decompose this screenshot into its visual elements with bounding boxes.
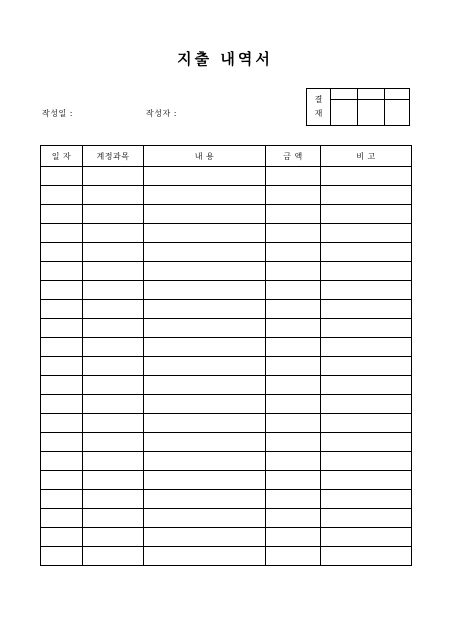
cell-account[interactable] [83, 205, 144, 224]
cell-account[interactable] [83, 319, 144, 338]
cell-amount[interactable] [266, 319, 321, 338]
cell-description[interactable] [144, 186, 266, 205]
cell-remarks[interactable] [321, 319, 412, 338]
cell-amount[interactable] [266, 205, 321, 224]
cell-account[interactable] [83, 528, 144, 547]
approval-label [307, 89, 331, 125]
cell-description[interactable] [144, 395, 266, 414]
table-row [41, 281, 412, 300]
cell-account[interactable] [83, 376, 144, 395]
table-row [41, 186, 412, 205]
cell-account[interactable] [83, 547, 144, 566]
cell-account[interactable] [83, 338, 144, 357]
cell-date[interactable] [41, 471, 83, 490]
cell-account[interactable] [83, 509, 144, 528]
cell-amount[interactable] [266, 471, 321, 490]
approval-label-line2: 재 [314, 109, 323, 118]
cell-description[interactable] [144, 433, 266, 452]
cell-date[interactable] [41, 186, 83, 205]
cell-amount[interactable] [266, 243, 321, 262]
cell-amount[interactable] [266, 509, 321, 528]
cell-account[interactable] [83, 300, 144, 319]
cell-description[interactable] [144, 547, 266, 566]
approval-signature-cell-1[interactable] [331, 100, 357, 125]
cell-description[interactable] [144, 205, 266, 224]
cell-date[interactable] [41, 224, 83, 243]
cell-date[interactable] [41, 262, 83, 281]
cell-remarks[interactable] [321, 414, 412, 433]
cell-description[interactable] [144, 281, 266, 300]
cell-description[interactable] [144, 243, 266, 262]
cell-remarks[interactable] [321, 490, 412, 509]
cell-date[interactable] [41, 395, 83, 414]
expense-table [40, 145, 412, 566]
cell-description[interactable] [144, 300, 266, 319]
table-row [41, 490, 412, 509]
cell-remarks[interactable] [321, 433, 412, 452]
cell-remarks[interactable] [321, 547, 412, 566]
cell-remarks[interactable] [321, 262, 412, 281]
approval-signature-cell-2[interactable] [358, 100, 384, 125]
cell-account[interactable] [83, 262, 144, 281]
cell-amount[interactable] [266, 395, 321, 414]
table-row [41, 433, 412, 452]
cell-description[interactable] [144, 224, 266, 243]
cell-amount[interactable] [266, 186, 321, 205]
cell-date[interactable] [41, 376, 83, 395]
cell-description[interactable] [144, 452, 266, 471]
cell-date[interactable] [41, 300, 83, 319]
cell-amount[interactable] [266, 547, 321, 566]
cell-account[interactable] [83, 357, 144, 376]
cell-description[interactable] [144, 167, 266, 186]
cell-description[interactable] [144, 338, 266, 357]
cell-amount[interactable] [266, 167, 321, 186]
cell-amount[interactable] [266, 224, 321, 243]
cell-account[interactable] [83, 281, 144, 300]
cell-amount[interactable] [266, 338, 321, 357]
cell-account[interactable] [83, 471, 144, 490]
table-row [41, 376, 412, 395]
cell-remarks[interactable] [321, 205, 412, 224]
cell-description[interactable] [144, 528, 266, 547]
table-row [41, 243, 412, 262]
cell-date[interactable] [41, 452, 83, 471]
table-row [41, 167, 412, 186]
author-label: 작성자 : [146, 109, 177, 118]
cell-account[interactable] [83, 395, 144, 414]
table-row [41, 414, 412, 433]
table-body [41, 167, 412, 566]
cell-account[interactable] [83, 224, 144, 243]
cell-description[interactable] [144, 357, 266, 376]
cell-account[interactable] [83, 490, 144, 509]
cell-date[interactable] [41, 509, 83, 528]
table-row [41, 509, 412, 528]
cell-date[interactable] [41, 167, 83, 186]
cell-account[interactable] [83, 167, 144, 186]
cell-remarks[interactable] [321, 376, 412, 395]
cell-amount[interactable] [266, 490, 321, 509]
table-row [41, 300, 412, 319]
table-row [41, 471, 412, 490]
table-header-row [41, 146, 412, 167]
table-row [41, 452, 412, 471]
table-row [41, 205, 412, 224]
cell-account[interactable] [83, 433, 144, 452]
cell-remarks[interactable] [321, 528, 412, 547]
approval-label-line1: 결 [314, 95, 323, 104]
cell-remarks[interactable] [321, 509, 412, 528]
approval-signature-cell-3[interactable] [385, 100, 409, 125]
table-row [41, 528, 412, 547]
cell-description[interactable] [144, 376, 266, 395]
cell-remarks[interactable] [321, 300, 412, 319]
cell-description[interactable] [144, 414, 266, 433]
table-row [41, 319, 412, 338]
cell-remarks[interactable] [321, 186, 412, 205]
cell-remarks[interactable] [321, 243, 412, 262]
cell-date[interactable] [41, 281, 83, 300]
cell-amount[interactable] [266, 376, 321, 395]
page-title: 지출 내역서 [177, 50, 273, 68]
cell-amount[interactable] [266, 357, 321, 376]
cell-remarks[interactable] [321, 395, 412, 414]
table-row [41, 338, 412, 357]
cell-date[interactable] [41, 319, 83, 338]
cell-account[interactable] [83, 414, 144, 433]
cell-date[interactable] [41, 205, 83, 224]
cell-date[interactable] [41, 547, 83, 566]
header-date: 일 자 [41, 146, 83, 167]
cell-amount[interactable] [266, 262, 321, 281]
cell-date[interactable] [41, 490, 83, 509]
header-amount: 금 액 [266, 146, 321, 167]
cell-remarks[interactable] [321, 167, 412, 186]
cell-remarks[interactable] [321, 224, 412, 243]
cell-date[interactable] [41, 357, 83, 376]
table-row [41, 547, 412, 566]
cell-amount[interactable] [266, 433, 321, 452]
cell-date[interactable] [41, 414, 83, 433]
date-label: 작성일 : [42, 109, 73, 118]
cell-description[interactable] [144, 490, 266, 509]
cell-amount[interactable] [266, 528, 321, 547]
table-row [41, 224, 412, 243]
cell-date[interactable] [41, 528, 83, 547]
cell-date[interactable] [41, 433, 83, 452]
table-row [41, 262, 412, 281]
approval-box [306, 88, 410, 126]
cell-description[interactable] [144, 319, 266, 338]
cell-description[interactable] [144, 471, 266, 490]
cell-remarks[interactable] [321, 281, 412, 300]
header-remarks: 비 고 [321, 146, 412, 167]
table-row [41, 357, 412, 376]
cell-account[interactable] [83, 243, 144, 262]
cell-description[interactable] [144, 262, 266, 281]
cell-date[interactable] [41, 338, 83, 357]
table-row [41, 395, 412, 414]
cell-description[interactable] [144, 509, 266, 528]
cell-remarks[interactable] [321, 357, 412, 376]
cell-remarks[interactable] [321, 452, 412, 471]
cell-amount[interactable] [266, 300, 321, 319]
header-account: 계정과목 [83, 146, 144, 167]
cell-account[interactable] [83, 452, 144, 471]
header-description: 내 용 [144, 146, 266, 167]
cell-amount[interactable] [266, 281, 321, 300]
cell-amount[interactable] [266, 414, 321, 433]
cell-remarks[interactable] [321, 471, 412, 490]
cell-amount[interactable] [266, 452, 321, 471]
cell-account[interactable] [83, 186, 144, 205]
cell-date[interactable] [41, 243, 83, 262]
cell-remarks[interactable] [321, 338, 412, 357]
